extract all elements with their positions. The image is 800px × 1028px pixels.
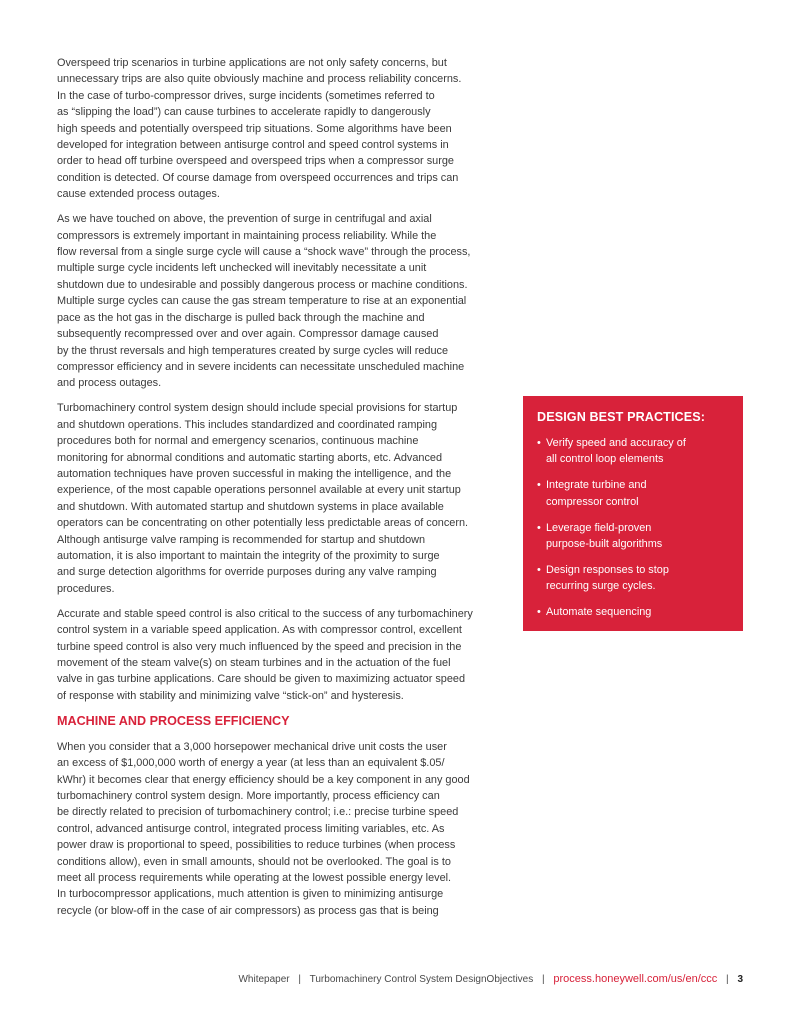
list-item-text: Leverage field-proven purpose-built algorithms [546,521,663,551]
sidebar-title: DESIGN BEST PRACTICES: [537,410,706,424]
paragraph-overspeed: Overspeed trip scenarios in turbine applications are not only safety concerns, but unnecessary trips are also quite obviously machine and process reliability concerns. In the case of turbo-compressor drives, surge incidents (sometimes referred to as “slipping the load”) can cause turbines to accelerate rapidly to dangerously high speeds and potentially overspeed trip situations. Some algorithms have been developed for integration between antisurge control and speed control systems in order to head off turbine overspeed and overspeed trips when a compressor surge condition is detected. Of course damage from overspeed occurrences and trips can cause extended process outages. [57,57,462,201]
list-item [537,562,731,595]
footer-separator: | [542,974,545,985]
best-practices-list [537,435,731,621]
page-footer [0,972,743,987]
paragraph-efficiency: When you consider that a 3,000 horsepower mechanical drive unit costs the user an excess of $1,000,000 worth of energy a year (at less than an equivalent $.05/ kWhr) it becomes clear that energy efficiency should be a key component in any good turbomachinery control system design. More importantly, process efficiency can be directly related to precision of turbomachinery control; i.e.: precise turbine speed control, advanced antisurge control, integrated process limiting variables, etc. As power draw is proportional to speed, possibilities to reduce turbines (when process conditions allow), even in small amounts, should not be overlooked. The goal is to meet all process requirements while operating at the lowest possible energy level. In turbocompressor applications, much attention is given to minimizing antisurge recycle (or blow-off in the case of air compressors) as process gas that is being [57,740,470,917]
main-column [57,55,509,928]
best-practices-sidebar [523,396,743,631]
list-item [537,520,731,553]
bullet-icon: • [537,479,541,492]
footer-doc-title: Turbomachinery Control System DesignObjectives [309,974,534,985]
list-item-text: Integrate turbine and compressor control [546,479,647,508]
page-number: 3 [737,974,743,985]
paragraph-speed-control: Accurate and stable speed control is also critical to the success of any turbomachinery control system in a variable speed application. As with compressor control, excellent turbine speed control is also very much influenced by the speed and precision in the movement of the steam valve(s) on steam turbines and in the actuation of the fuel valve in gas turbine applications. Care should be given to maximizing actuator speed of response with stability and minimizing valve “stick-on” and hysteresis. [57,607,473,702]
bullet-icon: • [537,521,541,534]
list-item-text: Design responses to stop recurring surge cycles. [546,563,669,593]
list-item-text: Automate sequencing [546,606,652,619]
bullet-icon: • [537,606,541,619]
bullet-icon: • [537,563,541,576]
paragraph-surge-prevention: As we have touched on above, the prevention of surge in centrifugal and axial compressors is extremely important in maintaining process reliability. While the flow reversal from a single surge cycle will cause a “shock wave” through the process, multiple surge cycle incidents left unchecked will inevitably necessitate a unit shutdown due to undesirable and possibly dangerous process or machine conditions. Multiple surge cycles can cause the gas stream temperature to rise at an exponential pace as the hot gas in the discharge is pulled back through the machine and subsequently recompressed over and over again. Compressor damage caused by the thrust reversals and high temperatures created by surge cycles will reduce compressor efficiency and in severe incidents can necessitate unscheduled machine and process outages. [57,213,471,390]
footer-separator: | [726,974,729,985]
list-item-text: Verify speed and accuracy of all control loop elements [546,437,686,466]
bullet-icon: • [537,437,541,449]
footer-label: Whitepaper [238,974,290,985]
section-heading: MACHINE AND PROCESS EFFICIENCY [57,713,290,728]
paragraph-startup-shutdown: Turbomachinery control system design should include special provisions for startup and shutdown operations. This includes standardized and coordinated ramping procedures both for normal and emergency scenarios, continuous machine monitoring for abnormal conditions and automatic starting aborts, etc. Advanced automation techniques have proven successful in making the intelligence, and the experience, of the most capable operations personnel available at every unit startup and shutdown. With automated startup and shutdown systems in place available operators can be concentrating on other potentially less predictable areas of concern. Although antisurge valve ramping is recommended for startup and shutdown automation, it is also important to maintain the integrity of the proximity to surge and surge detection algorithms for override purposes during any valve ramping procedures. [57,402,469,595]
list-item [537,604,731,620]
list-item [537,477,731,510]
list-item [537,435,731,468]
footer-separator: | [298,974,302,985]
footer-link[interactable]: process.honeywell.com/us/en/ccc [553,973,718,985]
